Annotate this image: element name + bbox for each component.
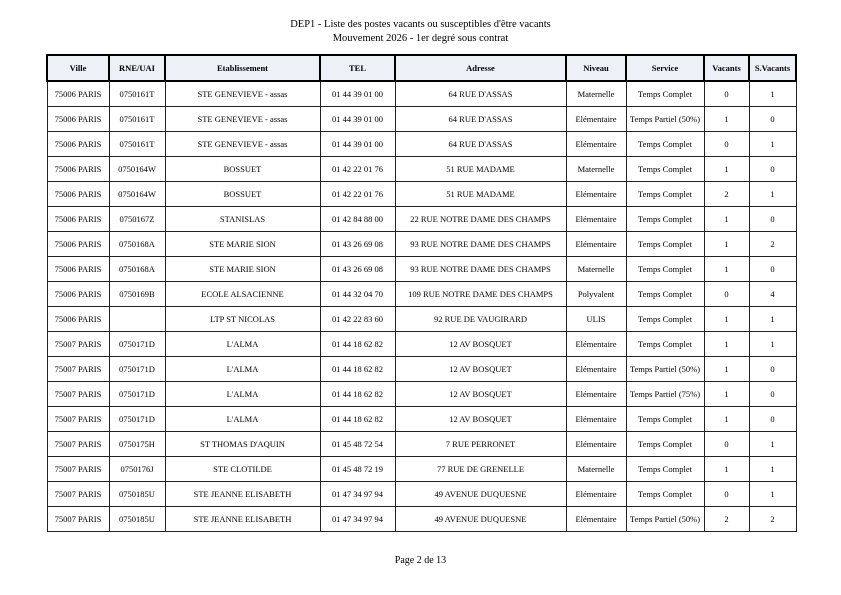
cell-service: Temps Complet [626, 182, 704, 207]
title-line-2: Mouvement 2026 - 1er degré sous contrat [332, 32, 509, 44]
cell-ville: 75007 PARIS [47, 457, 109, 482]
cell-niveau: Elémentaire [566, 232, 626, 257]
table-row [47, 432, 796, 457]
cell-service: Temps Complet [626, 282, 704, 307]
cell-ville: 75006 PARIS [47, 182, 109, 207]
cell-niveau: Elémentaire [566, 332, 626, 357]
cell-niveau: Elémentaire [566, 207, 626, 232]
cell-niveau: Elémentaire [566, 482, 626, 507]
cell-etablissement: LTP ST NICOLAS [165, 307, 320, 332]
cell-tel: 01 42 22 83 60 [320, 307, 395, 332]
cell-rne-uai: 0750161T [109, 81, 165, 107]
cell-service: Temps Complet [626, 232, 704, 257]
cell-niveau: Elémentaire [566, 357, 626, 382]
cell-s-vacants: 0 [749, 257, 796, 282]
cell-rne-uai: 0750176J [109, 457, 165, 482]
cell-niveau: Polyvalent [566, 282, 626, 307]
cell-service: Temps Complet [626, 457, 704, 482]
cell-s-vacants: 1 [749, 482, 796, 507]
cell-ville: 75007 PARIS [47, 332, 109, 357]
cell-s-vacants: 2 [749, 232, 796, 257]
cell-ville: 75007 PARIS [47, 482, 109, 507]
cell-etablissement: ECOLE ALSACIENNE [165, 282, 320, 307]
cell-etablissement: STE JEANNE ELISABETH [165, 507, 320, 532]
table-row [47, 307, 796, 332]
cell-ville: 75006 PARIS [47, 307, 109, 332]
cell-niveau: Maternelle [566, 157, 626, 182]
column-header-niveau: Niveau [566, 55, 626, 81]
cell-tel: 01 43 26 69 08 [320, 257, 395, 282]
cell-etablissement: BOSSUET [165, 157, 320, 182]
cell-s-vacants: 0 [749, 107, 796, 132]
table-body [47, 81, 796, 532]
cell-rne-uai: 0750168A [109, 257, 165, 282]
cell-adresse: 64 RUE D'ASSAS [395, 107, 566, 132]
cell-tel: 01 44 18 62 82 [320, 332, 395, 357]
cell-niveau: Maternelle [566, 81, 626, 107]
cell-etablissement: L'ALMA [165, 407, 320, 432]
cell-tel: 01 44 39 01 00 [320, 81, 395, 107]
cell-ville: 75006 PARIS [47, 232, 109, 257]
table-row [47, 382, 796, 407]
table-row [47, 482, 796, 507]
table-header-row [47, 55, 796, 81]
cell-rne-uai [109, 307, 165, 332]
column-header-etablissement: Etablissement [165, 55, 320, 81]
cell-rne-uai: 0750171D [109, 357, 165, 382]
cell-niveau: ULIS [566, 307, 626, 332]
cell-s-vacants: 1 [749, 132, 796, 157]
cell-adresse: 92 RUE DE VAUGIRARD [395, 307, 566, 332]
cell-tel: 01 44 18 62 82 [320, 357, 395, 382]
cell-niveau: Elémentaire [566, 507, 626, 532]
cell-rne-uai: 0750175H [109, 432, 165, 457]
cell-vacants: 0 [704, 432, 749, 457]
cell-ville: 75006 PARIS [47, 207, 109, 232]
column-header-service: Service [626, 55, 704, 81]
cell-ville: 75007 PARIS [47, 407, 109, 432]
cell-s-vacants: 4 [749, 282, 796, 307]
column-header-rne-uai: RNE/UAI [109, 55, 165, 81]
cell-vacants: 2 [704, 507, 749, 532]
cell-service: Temps Complet [626, 157, 704, 182]
column-header-adresse: Adresse [395, 55, 566, 81]
table-row [47, 107, 796, 132]
cell-vacants: 1 [704, 407, 749, 432]
cell-rne-uai: 0750171D [109, 332, 165, 357]
vacancy-table [46, 54, 797, 532]
cell-adresse: 93 RUE NOTRE DAME DES CHAMPS [395, 257, 566, 282]
table-row [47, 257, 796, 282]
column-header-vacants: Vacants [704, 55, 749, 81]
table-row [47, 357, 796, 382]
cell-vacants: 1 [704, 207, 749, 232]
cell-service: Temps Complet [626, 132, 704, 157]
cell-rne-uai: 0750161T [109, 107, 165, 132]
cell-adresse: 93 RUE NOTRE DAME DES CHAMPS [395, 232, 566, 257]
cell-vacants: 0 [704, 282, 749, 307]
cell-s-vacants: 1 [749, 182, 796, 207]
cell-tel: 01 42 84 88 00 [320, 207, 395, 232]
cell-s-vacants: 2 [749, 507, 796, 532]
title-line-1: DEP1 - Liste des postes vacants ou susceptibles d'être vacants [290, 19, 551, 30]
cell-adresse: 64 RUE D'ASSAS [395, 81, 566, 107]
table-row [47, 457, 796, 482]
cell-etablissement: ST THOMAS D'AQUIN [165, 432, 320, 457]
table-header [47, 55, 796, 81]
cell-service: Temps Partiel (50%) [626, 357, 704, 382]
cell-ville: 75007 PARIS [47, 357, 109, 382]
cell-service: Temps Complet [626, 407, 704, 432]
cell-tel: 01 42 22 01 76 [320, 157, 395, 182]
cell-vacants: 0 [704, 482, 749, 507]
cell-ville: 75006 PARIS [47, 107, 109, 132]
cell-ville: 75007 PARIS [47, 382, 109, 407]
cell-etablissement: STE GENEVIEVE - assas [165, 81, 320, 107]
cell-etablissement: BOSSUET [165, 182, 320, 207]
cell-adresse: 12 AV BOSQUET [395, 332, 566, 357]
table-row [47, 182, 796, 207]
table-row [47, 407, 796, 432]
cell-niveau: Elémentaire [566, 382, 626, 407]
cell-vacants: 0 [704, 132, 749, 157]
cell-etablissement: STE GENEVIEVE - assas [165, 107, 320, 132]
cell-etablissement: L'ALMA [165, 357, 320, 382]
cell-rne-uai: 0750171D [109, 407, 165, 432]
table-row [47, 282, 796, 307]
cell-etablissement: STE GENEVIEVE - assas [165, 132, 320, 157]
cell-vacants: 1 [704, 257, 749, 282]
cell-rne-uai: 0750169B [109, 282, 165, 307]
cell-niveau: Maternelle [566, 457, 626, 482]
table-row [47, 332, 796, 357]
cell-ville: 75006 PARIS [47, 132, 109, 157]
cell-rne-uai: 0750185U [109, 482, 165, 507]
cell-vacants: 0 [704, 81, 749, 107]
cell-s-vacants: 0 [749, 357, 796, 382]
cell-adresse: 12 AV BOSQUET [395, 407, 566, 432]
cell-ville: 75006 PARIS [47, 157, 109, 182]
cell-adresse: 64 RUE D'ASSAS [395, 132, 566, 157]
cell-service: Temps Complet [626, 257, 704, 282]
cell-vacants: 2 [704, 182, 749, 207]
cell-adresse: 49 AVENUE DUQUESNE [395, 507, 566, 532]
cell-s-vacants: 0 [749, 382, 796, 407]
cell-niveau: Maternelle [566, 257, 626, 282]
page-number: Page 2 de 13 [394, 555, 447, 566]
cell-tel: 01 44 32 04 70 [320, 282, 395, 307]
cell-tel: 01 44 18 62 82 [320, 382, 395, 407]
cell-vacants: 1 [704, 232, 749, 257]
cell-etablissement: STE MARIE SION [165, 232, 320, 257]
cell-adresse: 12 AV BOSQUET [395, 382, 566, 407]
cell-rne-uai: 0750161T [109, 132, 165, 157]
cell-service: Temps Partiel (50%) [626, 107, 704, 132]
cell-service: Temps Complet [626, 81, 704, 107]
cell-adresse: 12 AV BOSQUET [395, 357, 566, 382]
cell-rne-uai: 0750164W [109, 157, 165, 182]
table-row [47, 132, 796, 157]
cell-vacants: 1 [704, 357, 749, 382]
cell-s-vacants: 0 [749, 157, 796, 182]
cell-tel: 01 47 34 97 94 [320, 482, 395, 507]
cell-s-vacants: 1 [749, 432, 796, 457]
cell-s-vacants: 1 [749, 332, 796, 357]
column-header-tel: TEL [320, 55, 395, 81]
cell-ville: 75006 PARIS [47, 257, 109, 282]
cell-etablissement: L'ALMA [165, 382, 320, 407]
cell-etablissement: STE JEANNE ELISABETH [165, 482, 320, 507]
cell-rne-uai: 0750164W [109, 182, 165, 207]
cell-niveau: Elémentaire [566, 107, 626, 132]
cell-tel: 01 44 39 01 00 [320, 107, 395, 132]
column-header-s-vacants: S.Vacants [749, 55, 796, 81]
cell-s-vacants: 0 [749, 407, 796, 432]
cell-tel: 01 42 22 01 76 [320, 182, 395, 207]
cell-service: Temps Complet [626, 207, 704, 232]
cell-adresse: 49 AVENUE DUQUESNE [395, 482, 566, 507]
cell-vacants: 1 [704, 457, 749, 482]
table-row [47, 507, 796, 532]
cell-niveau: Elémentaire [566, 132, 626, 157]
cell-tel: 01 47 34 97 94 [320, 507, 395, 532]
cell-ville: 75006 PARIS [47, 282, 109, 307]
cell-service: Temps Complet [626, 332, 704, 357]
cell-adresse: 51 RUE MADAME [395, 182, 566, 207]
cell-adresse: 22 RUE NOTRE DAME DES CHAMPS [395, 207, 566, 232]
cell-vacants: 1 [704, 157, 749, 182]
cell-tel: 01 44 18 62 82 [320, 407, 395, 432]
cell-vacants: 1 [704, 107, 749, 132]
cell-service: Temps Complet [626, 307, 704, 332]
table-row [47, 232, 796, 257]
column-header-ville: Ville [47, 55, 109, 81]
cell-niveau: Elémentaire [566, 432, 626, 457]
cell-ville: 75007 PARIS [47, 507, 109, 532]
cell-s-vacants: 1 [749, 307, 796, 332]
cell-rne-uai: 0750185U [109, 507, 165, 532]
table-row [47, 81, 796, 107]
cell-etablissement: L'ALMA [165, 332, 320, 357]
cell-niveau: Elémentaire [566, 182, 626, 207]
cell-adresse: 109 RUE NOTRE DAME DES CHAMPS [395, 282, 566, 307]
cell-adresse: 77 RUE DE GRENELLE [395, 457, 566, 482]
cell-tel: 01 45 48 72 19 [320, 457, 395, 482]
cell-ville: 75006 PARIS [47, 81, 109, 107]
cell-etablissement: STE CLOTILDE [165, 457, 320, 482]
cell-tel: 01 44 39 01 00 [320, 132, 395, 157]
cell-vacants: 1 [704, 307, 749, 332]
cell-adresse: 51 RUE MADAME [395, 157, 566, 182]
cell-service: Temps Partiel (75%) [626, 382, 704, 407]
cell-tel: 01 45 48 72 54 [320, 432, 395, 457]
table-row [47, 157, 796, 182]
cell-adresse: 7 RUE PERRONET [395, 432, 566, 457]
cell-s-vacants: 0 [749, 207, 796, 232]
cell-service: Temps Partiel (50%) [626, 507, 704, 532]
cell-rne-uai: 0750167Z [109, 207, 165, 232]
cell-tel: 01 43 26 69 08 [320, 232, 395, 257]
cell-vacants: 1 [704, 382, 749, 407]
cell-ville: 75007 PARIS [47, 432, 109, 457]
cell-etablissement: STANISLAS [165, 207, 320, 232]
cell-niveau: Elémentaire [566, 407, 626, 432]
cell-rne-uai: 0750168A [109, 232, 165, 257]
cell-service: Temps Complet [626, 432, 704, 457]
cell-rne-uai: 0750171D [109, 382, 165, 407]
cell-s-vacants: 1 [749, 81, 796, 107]
cell-vacants: 1 [704, 332, 749, 357]
document-title [0, 18, 841, 45]
cell-service: Temps Complet [626, 482, 704, 507]
cell-s-vacants: 1 [749, 457, 796, 482]
cell-etablissement: STE MARIE SION [165, 257, 320, 282]
table-row [47, 207, 796, 232]
